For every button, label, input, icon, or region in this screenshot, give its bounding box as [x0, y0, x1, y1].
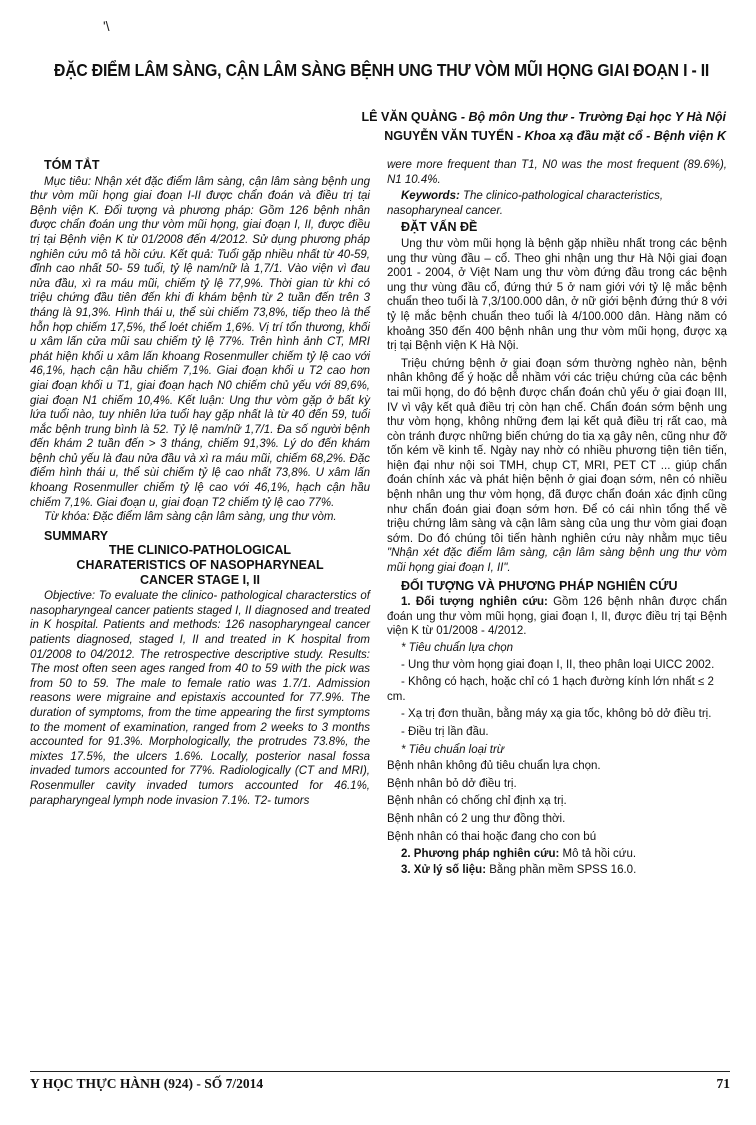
intro-paragraph-2-text: Triệu chứng bệnh ở giai đoạn sớm thường nghèo nàn, bệnh nhân không để ý hoặc dễ nhầm với các triệu chứng của các bệnh tai mũi họng, do đó bệnh được chẩn đoán chủ yếu ở giai đoạn III, IV vì vậy kết quả điều trị còn hạn chế. Chẩn đoán sớm bệnh ung thư vòm họng, không những đem lại kết quả điều trị rất cao, mà còn tránh được những biến chứng do tia xạ gây nên, cũng như đỡ tốn kém về kinh tế. Ngày nay nhờ có nhiều phương tiện tiên tiến, hiện đại như nội soi TMH, chụp CT, MRI, PET CT ... giúp chẩn đoán chính xác và phát hiện bệnh ở giai đoạn sớm, nên có nhiều bệnh nhân ung thư vòm họng, đã được chẩn đoán xác định cũng như chẩn đoán giai đoạn sớm hơn. Để có cái nhìn tổng thể về triệu chứng lâm sàng và cận lâm sàng của ung thư vòm giai đoạn sớm. Do đó chúng tôi tiến hành nghiên cứu này nhằm mục tiêu	[387, 357, 727, 545]
selection-criteria-heading: * Tiêu chuẩn lựa chọn	[401, 642, 514, 654]
author-line	[362, 127, 726, 146]
footer-divider	[30, 1071, 730, 1072]
right-column	[387, 158, 727, 878]
article-title: ĐẶC ĐIỂM LÂM SÀNG, CẬN LÂM SÀNG BỆNH UNG THƯ VÒM MŨI HỌNG GIAI ĐOẠN I - II	[54, 60, 710, 80]
keywords-label: Keywords:	[401, 190, 460, 203]
summary-text: Objective: To evaluate the clinico- pathological characterstics of nasopharyngeal cancer patients staged I, II diagnosed and treated in K hospital. Patients and methods: 126 nasopharyngeal cancer patients diagnosed, staged I, II and treated in K hospital from 01/2008 to 04/2012. The retrospective descriptive study. Results: The most often seen ages ranged from 40 to 59 with the pick was from 50 to 59. The male to female ratio was 1.7/1. Admission reasons were migraine and epistaxis accounted for 77.9%. The duration of symptoms, from the time appearing the first symptoms to the moment of examination, ranged from 2 weeks to 3 months accounted for 91.3%. Morphologically, the protrudes 73.8%, the mixtes 17.5%, the ulcers 1.6%. Locally, posterior nasal fossa invaded tumors accounted for 77%. Radiologically (CT and MRI), Rosenmuller cavity invaded tumors accounted for 46.1%, parapharyngeal lymph node invasion 7.1%. T2- tumors	[30, 590, 370, 807]
keywords	[387, 189, 727, 218]
selection-item: - Điều trị lần đầu.	[401, 725, 489, 738]
exclusion-item: Bệnh nhân không đủ tiêu chuẩn lựa chọn.	[387, 760, 601, 773]
intro-paragraph-1: Ung thư vòm mũi họng là bệnh gặp nhiều nhất trong các bệnh ung thư vùng đầu – cổ. Theo ghi nhận ung thư Hà Nội giai đoạn 2001 - 2004, ở Việt Nam ung thư vòm đứng đầu trong các bệnh ung thư vùng đầu cổ, đứng thứ 5 ở nam giới với tỷ lệ mắc bệnh chuẩn theo tuổi là 7,3/100.000 dân, ở nữ giới bệnh đứng thứ 8 với tỷ lệ mắc bệnh chuẩn theo tuổi là 4/100.000 dân. Hàng năm có khoảng 350 đến 400 bệnh nhân ung thư vòm mũi họng, được xạ trị tại Bệnh viện K Hà Nội.	[387, 237, 727, 353]
method-2-label: 2. Phương pháp nghiên cứu:	[401, 848, 560, 861]
author-affiliation: - Bộ môn Ung thư - Trường Đại học Y Hà Nội	[457, 110, 726, 124]
author-affiliation: - Khoa xạ đầu mặt cổ - Bệnh viện K	[513, 129, 726, 143]
method-2-text: Mô tả hồi cứu.	[559, 848, 637, 861]
summary-heading: SUMMARY	[44, 528, 109, 543]
intro-paragraph-2	[387, 357, 727, 576]
exclusion-item: Bệnh nhân có chống chỉ định xạ trị.	[387, 795, 567, 808]
method-1-label: 1. Đối tượng nghiên cứu:	[401, 596, 548, 609]
method-1	[387, 595, 727, 639]
selection-item: - Xạ trị đơn thuần, bằng máy xạ gia tốc, không bỏ dở điều trị.	[401, 708, 712, 721]
exclusion-item: Bệnh nhân có thai hoặc đang cho con bú	[387, 830, 597, 843]
study-objective-quote: "Nhận xét đặc điểm lâm sàng, cận lâm sàng bệnh ung thư vòm mũi họng giai đoạn I, II".	[387, 547, 727, 575]
datvande-heading: ĐẶT VẤN ĐỀ	[401, 220, 478, 235]
method-1-text: Gồm 126 bệnh nhân được chẩn đoán ung thư vòm mũi họng, giai đoạn I, II, được điều trị tại Bệnh viện K từ 01/2008 - 4/2012.	[387, 596, 727, 638]
selection-item: - Ung thư vòm họng giai đoạn I, II, theo phân loại UICC 2002.	[401, 658, 715, 671]
author-name: NGUYỄN VĂN TUYỂN	[384, 129, 514, 143]
scan-mark: '\	[103, 18, 110, 34]
selection-item: - Không có hạch, hoặc chỉ có 1 hạch đường kính lớn nhất ≤ 2 cm.	[387, 676, 714, 703]
page-number: 71	[716, 1076, 730, 1091]
tomtat-heading: TÓM TẮT	[44, 158, 100, 172]
tukhoa-text: Từ khóa: Đặc điểm lâm sàng cận lâm sàng, ung thư vòm.	[44, 511, 337, 524]
authors-block	[362, 108, 726, 146]
method-3-label: 3. Xử lý số liệu:	[401, 863, 487, 876]
exclusion-item: Bệnh nhân bỏ dở điều trị.	[387, 777, 517, 790]
methods-heading: ĐỐI TƯỢNG VÀ PHƯƠNG PHÁP NGHIÊN CỨU	[401, 578, 678, 593]
exclusion-criteria-heading: * Tiêu chuẩn loại trừ	[401, 743, 505, 756]
tomtat-text: Mục tiêu: Nhận xét đặc điểm lâm sàng, cận lâm sàng bệnh ung thư vòm mũi họng giai đoạn I-II được chẩn đoán và điều trị tại Bệnh viện K. Đối tượng và phương pháp: Gồm 126 bệnh nhân được chẩn đoán ung thư vòm mũi họng, giai đoạn I, II, được điều trị tại Bệnh viện K từ 01/2008 đến 4/2012. Sử dụng phương pháp nghiên cứu mô tả hồi cứu. Kết quả: Tuổi gặp nhiều nhất từ 40-59, đỉnh cao nhất 50- 59 tuổi, tỷ lệ nam/nữ là 1,7/1. Vào viện vì đau nửa đầu, xì ra máu mũi, chiếm tỷ lệ 77,9%. Thời gian từ khi có triệu chứng đầu tiên đến khi đi khám bệnh từ 2 tuần đến trên 3 tháng là 91,3%. Hình thái u, thể sùi chiếm 73,8%, tiếp theo là thể hỗn hợp chiếm 17,5%, thể loét chiếm 1,6%. Vị trí tổn thương, khối u xâm lấn cửa mũi sau chiếm tỷ lệ 77%. Trên hình ảnh CT, MRI phát hiện khối u xâm lấn khoang Rosenmuller chiếm tỷ lệ cao với 46,1%, hạch cận hầu chiếm 7,1%. Giai đoạn khối u T2 cao hơn giai đoạn khối u T1, giai đoạn hạch N0 chiếm chủ yếu với 89,6%, giai đoạn N1 chiếm 10,4%. Kết luận: Ung thư vòm gặp ở bất kỳ lứa tuổi nào, tuy nhiên lứa tuổi hay gặp nhất là từ 40 đến 59, tuổi mắc bệnh trung bình là 52. Tỷ lệ nam/nữ 1,7/1. Đa số người bệnh đến khám 2 tuần đến > 3 tháng, chiếm 91,3%. Lý do đến khám bệnh chủ yếu là đau nửa đầu và xì ra máu mũi, chiếm 68,2%. Đặc điểm hình thái u, thể sùi chiếm tỷ lệ cao nhất 73,8%. U xâm lấn khoang Rosenmuller chiếm tỷ lệ cao với 46,1%, hạch cận hầu chiếm 7,1%. Giai đoạn u, giai đoạn T2 chiếm tỷ lệ cao 77%.	[30, 175, 370, 509]
method-2	[387, 847, 727, 862]
summary-title: THE CLINICO-PATHOLOGICAL CHARATERISTICS OF NASOPHARYNEAL CANCER STAGE I, II	[76, 543, 324, 587]
summary-continued: were more frequent than T1, N0 was the most frequent (89.6%), N1 10.4%.	[387, 159, 727, 186]
method-3	[387, 863, 727, 878]
author-name: LÊ VĂN QUẢNG	[361, 110, 458, 124]
author-line	[362, 108, 726, 127]
journal-citation: Y HỌC THỰC HÀNH (924) - SỐ 7/2014	[30, 1076, 264, 1091]
keywords-text: The clinico-pathological characteristics, nasopharyneal cancer.	[387, 190, 664, 217]
exclusion-item: Bệnh nhân có 2 ung thư đồng thời.	[387, 812, 566, 825]
method-3-text: Bằng phần mềm SPSS 16.0.	[486, 863, 637, 876]
left-column	[30, 158, 370, 808]
